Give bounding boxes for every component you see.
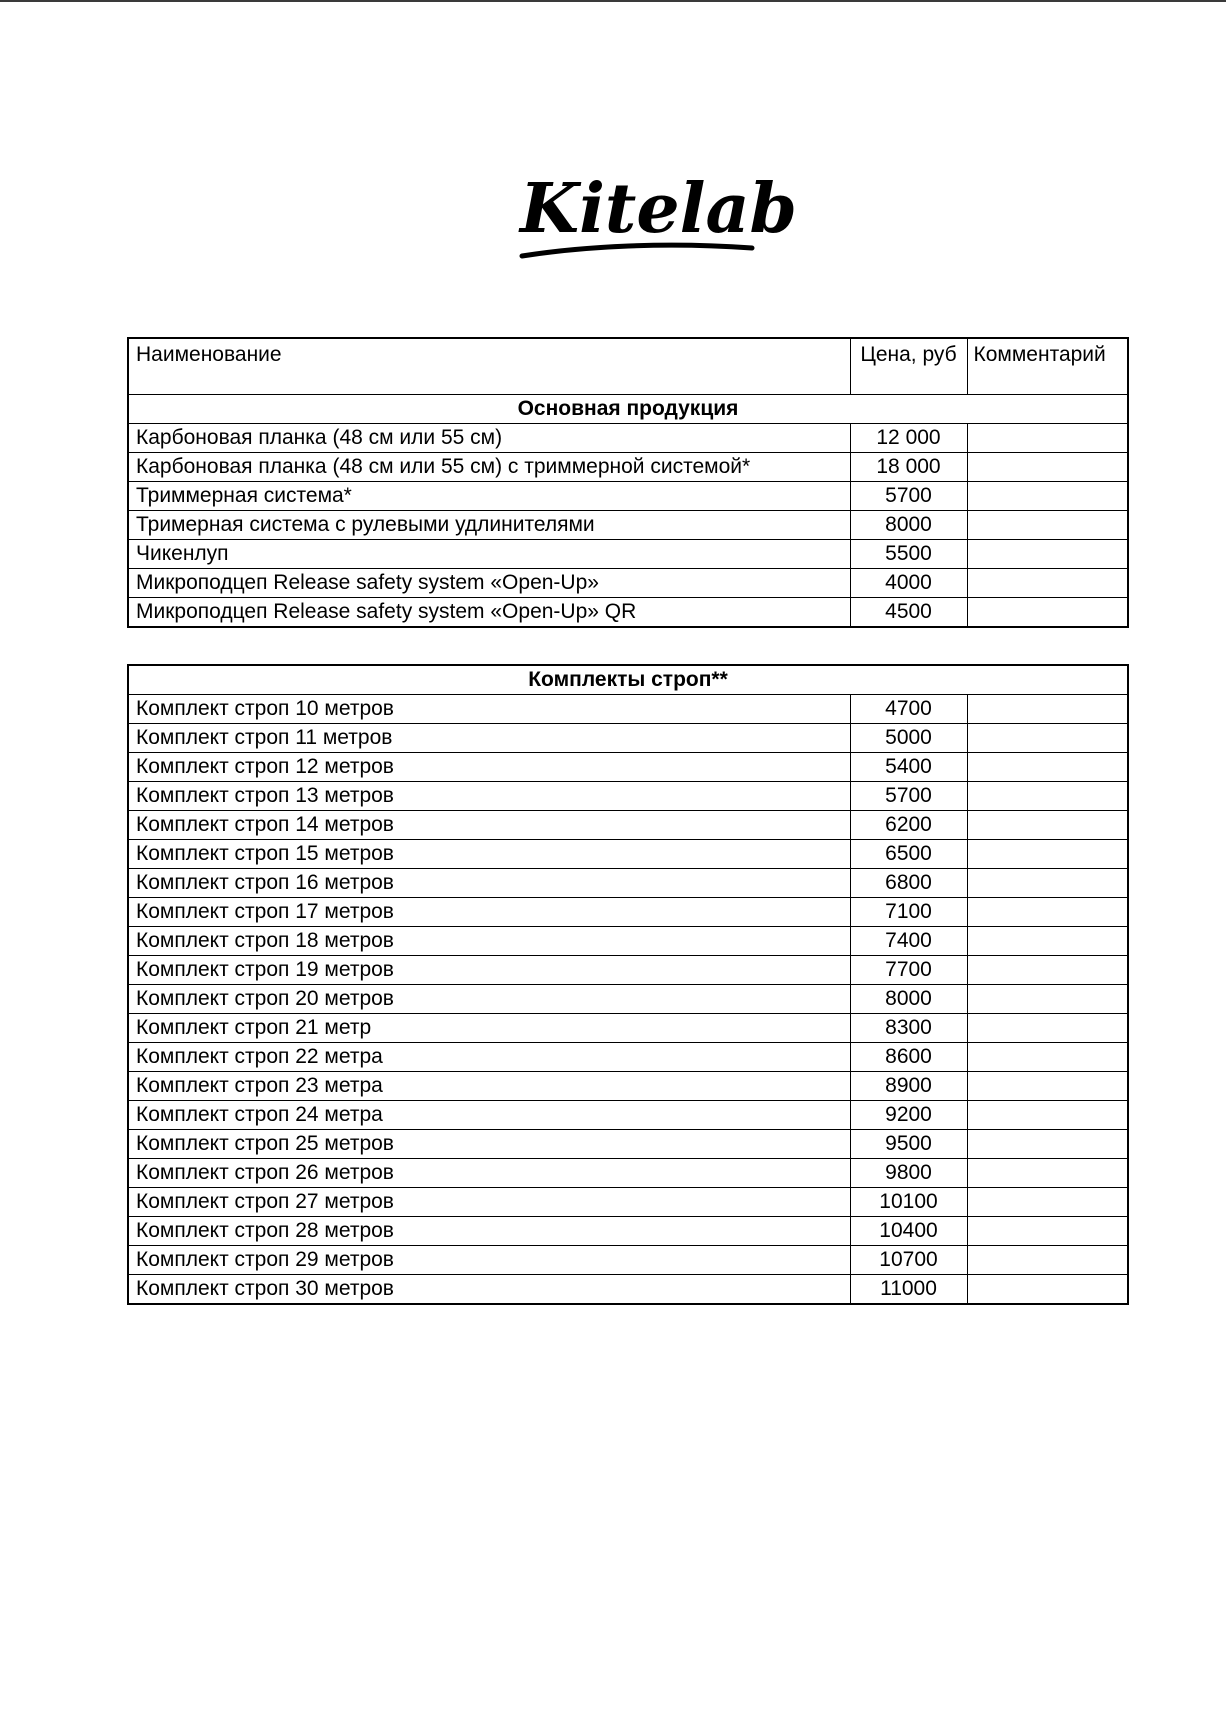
price-cell: 5700 <box>850 782 967 811</box>
comment-cell <box>967 598 1128 628</box>
product-name-cell: Микроподцеп Release safety system «Open-Up» QR <box>128 598 850 628</box>
table-row <box>128 1130 1128 1159</box>
table-row <box>128 1101 1128 1130</box>
table-row <box>128 1043 1128 1072</box>
product-name-cell: Комплект строп 10 метров <box>128 695 850 724</box>
product-name-cell: Карбоновая планка (48 см или 55 см) с триммерной системой* <box>128 453 850 482</box>
comment-cell <box>967 811 1128 840</box>
comment-cell <box>967 753 1128 782</box>
product-name-cell: Комплект строп 29 метров <box>128 1246 850 1275</box>
comment-cell <box>967 782 1128 811</box>
comment-cell <box>967 1072 1128 1101</box>
table-row <box>128 1072 1128 1101</box>
comment-cell <box>967 511 1128 540</box>
kitelab-logo <box>516 160 798 268</box>
table-row <box>128 1159 1128 1188</box>
table-row <box>128 927 1128 956</box>
table-row <box>128 724 1128 753</box>
table-row <box>128 540 1128 569</box>
price-cell: 7700 <box>850 956 967 985</box>
table-row <box>128 511 1128 540</box>
section-row <box>128 395 1128 424</box>
price-cell: 8000 <box>850 511 967 540</box>
product-name-cell: Комплект строп 16 метров <box>128 869 850 898</box>
comment-cell <box>967 424 1128 453</box>
table-row <box>128 753 1128 782</box>
comment-cell <box>967 840 1128 869</box>
comment-cell <box>967 1130 1128 1159</box>
price-cell: 10700 <box>850 1246 967 1275</box>
comment-cell <box>967 453 1128 482</box>
price-cell: 6800 <box>850 869 967 898</box>
table-row <box>128 811 1128 840</box>
price-cell: 9500 <box>850 1130 967 1159</box>
price-cell: 8600 <box>850 1043 967 1072</box>
top-border-line <box>0 0 1226 2</box>
comment-cell <box>967 1275 1128 1305</box>
table-row <box>128 1217 1128 1246</box>
table-row <box>128 840 1128 869</box>
price-cell: 6500 <box>850 840 967 869</box>
table-row <box>128 598 1128 628</box>
table-row <box>128 1188 1128 1217</box>
logo-graphic <box>516 160 798 268</box>
price-cell: 4000 <box>850 569 967 598</box>
table-row <box>128 482 1128 511</box>
comment-cell <box>967 1014 1128 1043</box>
table-row <box>128 1246 1128 1275</box>
comment-cell <box>967 985 1128 1014</box>
product-name-cell: Комплект строп 22 метра <box>128 1043 850 1072</box>
price-cell: 10400 <box>850 1217 967 1246</box>
comment-cell <box>967 927 1128 956</box>
section-title-lines: Комплекты строп** <box>128 665 1128 695</box>
product-name-cell: Комплект строп 23 метра <box>128 1072 850 1101</box>
product-name-cell: Комплект строп 30 метров <box>128 1275 850 1305</box>
table-row <box>128 453 1128 482</box>
product-name-cell: Комплект строп 12 метров <box>128 753 850 782</box>
price-cell: 8000 <box>850 985 967 1014</box>
price-cell: 11000 <box>850 1275 967 1305</box>
price-cell: 5700 <box>850 482 967 511</box>
comment-cell <box>967 1246 1128 1275</box>
header-name: Наименование <box>128 338 850 395</box>
price-table-lines <box>127 664 1129 1305</box>
product-name-cell: Комплект строп 25 метров <box>128 1130 850 1159</box>
table-row <box>128 956 1128 985</box>
product-name-cell: Комплект строп 27 метров <box>128 1188 850 1217</box>
product-name-cell: Комплект строп 18 метров <box>128 927 850 956</box>
comment-cell <box>967 724 1128 753</box>
product-name-cell: Комплект строп 19 метров <box>128 956 850 985</box>
price-cell: 9200 <box>850 1101 967 1130</box>
product-name-cell: Тримерная система с рулевыми удлинителями <box>128 511 850 540</box>
price-cell: 5400 <box>850 753 967 782</box>
product-name-cell: Комплект строп 14 метров <box>128 811 850 840</box>
comment-cell <box>967 482 1128 511</box>
comment-cell <box>967 1217 1128 1246</box>
logo-text: Kitelab <box>520 169 798 249</box>
table-row <box>128 869 1128 898</box>
header-price: Цена, руб <box>850 338 967 395</box>
table-row <box>128 424 1128 453</box>
comment-cell <box>967 540 1128 569</box>
product-name-cell: Микроподцеп Release safety system «Open-Up» <box>128 569 850 598</box>
price-cell: 6200 <box>850 811 967 840</box>
product-name-cell: Комплект строп 17 метров <box>128 898 850 927</box>
product-name-cell: Триммерная система* <box>128 482 850 511</box>
price-cell: 4500 <box>850 598 967 628</box>
price-cell: 10100 <box>850 1188 967 1217</box>
price-cell: 9800 <box>850 1159 967 1188</box>
comment-cell <box>967 1043 1128 1072</box>
price-cell: 4700 <box>850 695 967 724</box>
price-cell: 8900 <box>850 1072 967 1101</box>
product-name-cell: Комплект строп 13 метров <box>128 782 850 811</box>
product-name-cell: Комплект строп 15 метров <box>128 840 850 869</box>
table-row <box>128 569 1128 598</box>
price-cell: 5000 <box>850 724 967 753</box>
comment-cell <box>967 695 1128 724</box>
comment-cell <box>967 1159 1128 1188</box>
product-name-cell: Карбоновая планка (48 см или 55 см) <box>128 424 850 453</box>
price-cell: 5500 <box>850 540 967 569</box>
product-name-cell: Комплект строп 26 метров <box>128 1159 850 1188</box>
comment-cell <box>967 898 1128 927</box>
table-row <box>128 985 1128 1014</box>
section-title-main: Основная продукция <box>128 395 1128 424</box>
comment-cell <box>967 869 1128 898</box>
table-row <box>128 695 1128 724</box>
table-row <box>128 898 1128 927</box>
price-cell: 7100 <box>850 898 967 927</box>
comment-cell <box>967 569 1128 598</box>
product-name-cell: Комплект строп 24 метра <box>128 1101 850 1130</box>
table-row <box>128 1275 1128 1305</box>
price-cell: 12 000 <box>850 424 967 453</box>
comment-cell <box>967 956 1128 985</box>
table-header-row <box>128 338 1128 395</box>
header-comment: Комментарий <box>967 338 1128 395</box>
comment-cell <box>967 1188 1128 1217</box>
section-row <box>128 665 1128 695</box>
product-name-cell: Комплект строп 20 метров <box>128 985 850 1014</box>
product-name-cell: Комплект строп 28 метров <box>128 1217 850 1246</box>
comment-cell <box>967 1101 1128 1130</box>
table-row <box>128 1014 1128 1043</box>
product-name-cell: Комплект строп 21 метр <box>128 1014 850 1043</box>
price-cell: 7400 <box>850 927 967 956</box>
price-cell: 8300 <box>850 1014 967 1043</box>
price-table-main <box>127 337 1129 628</box>
table-row <box>128 782 1128 811</box>
price-cell: 18 000 <box>850 453 967 482</box>
product-name-cell: Комплект строп 11 метров <box>128 724 850 753</box>
product-name-cell: Чикенлуп <box>128 540 850 569</box>
